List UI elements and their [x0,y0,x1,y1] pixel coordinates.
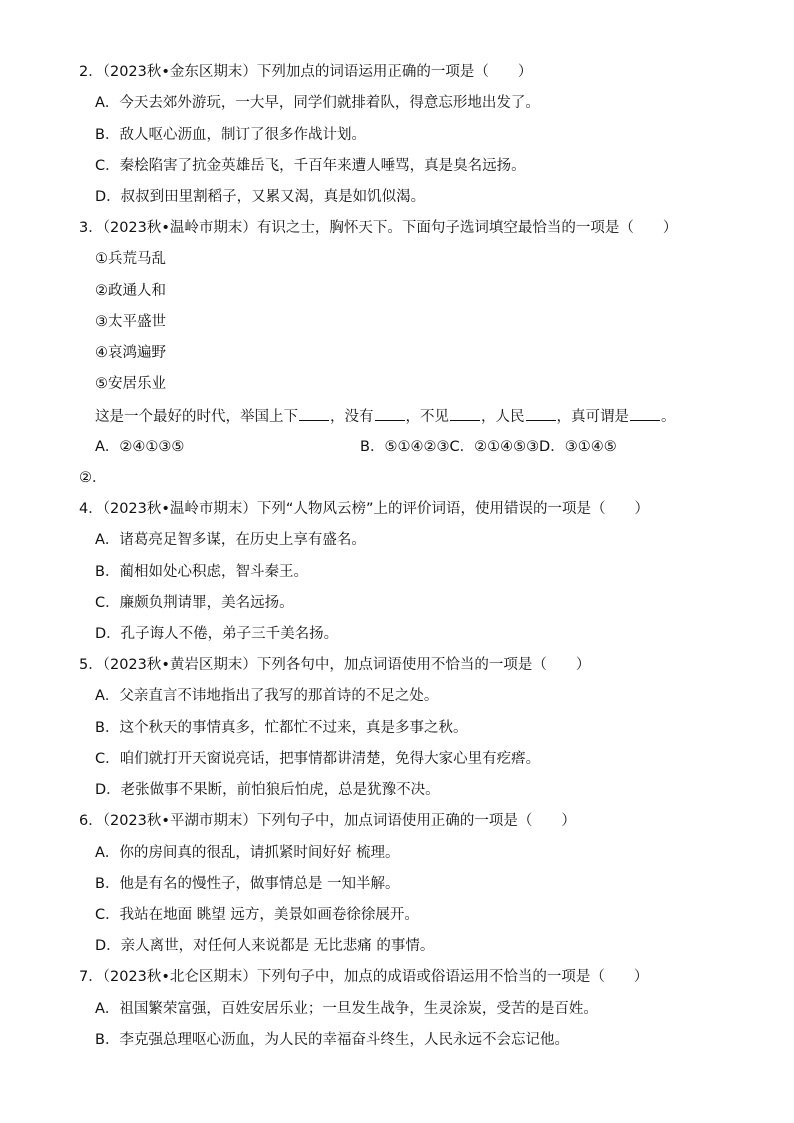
question-5-option-d: D．老张做事不果断，前怕狼后怕虎，总是犹豫不决。 [95,782,440,798]
sentence-part: ，人民 [481,409,525,425]
question-2-option-c: C．秦桧陷害了抗金英雄岳飞，千百年来遭人唾骂，真是臭名远扬。 [95,158,526,174]
question-6-stem: 6．（2023秋•平湖市期末）下列句子中，加点词语使用正确的一项是（ ） [79,813,576,829]
question-2-option-d: D．叔叔到田里割稻子，又累又渴，真是如饥似渴。 [95,189,426,205]
question-4-option-a: A．诸葛亮足智多谋，在历史上享有盛名。 [95,532,366,548]
question-4-option-d: D．孔子诲人不倦，弟子三千美名扬。 [95,626,339,642]
question-3-item-2: ②政通人和 [95,283,166,299]
question-6-option-d: D．亲人离世，对任何人来说都是 无比悲痛 的事情。 [95,938,435,954]
question-7-option-a: A．祖国繁荣富强，百姓安居乐业；一旦发生战争，生灵涂炭，受苦的是百姓。 [95,1001,598,1017]
question-6-option-b: B．他是有名的慢性子，做事情总是 一知半解。 [95,876,400,892]
question-3-item-3: ③太平盛世 [95,314,166,330]
question-5-stem: 5．（2023秋•黄岩区期末）下列各句中，加点词语使用不恰当的一项是（ ） [79,657,591,673]
question-4-option-c: C．廉颇负荆请罪，美名远扬。 [95,595,294,611]
question-3-item-4: ④哀鸿遍野 [95,345,166,361]
question-3-choice-a: A．②④①③⑤ [95,439,185,455]
question-3-item-1: ①兵荒马乱 [95,251,166,267]
fill-blank [630,406,660,421]
sentence-part: 这是一个最好的时代，举国上下 [95,409,298,425]
question-2-option-a: A．今天去郊外游玩，一大早，同学们就排着队，得意忘形地出发了。 [95,95,540,111]
fill-blank [526,406,556,421]
question-3-sentence [95,406,676,426]
question-5-option-c: C．咱们就打开天窗说亮话，把事情都讲清楚，免得大家心里有疙瘩。 [95,751,541,767]
question-3-choice-tail: ②． [79,470,107,486]
question-4-option-b: B．蔺相如处心积虑，智斗秦王。 [95,564,308,580]
question-6-option-c: C．我站在地面 眺望 远方，美景如画卷徐徐展开。 [95,907,419,923]
question-3-stem: 3．（2023秋•温岭市期末）有识之士，胸怀天下。下面句子选词填空最恰当的一项是（ ） [79,220,678,236]
fill-blank [450,406,480,421]
question-4-stem: 4．（2023秋•温岭市期末）下列“人物风云榜”上的评价词语，使用错误的一项是（ ） [79,501,649,517]
sentence-part: ，真可谓是 [556,409,629,425]
question-3-choice-bcd: B．⑤①④②③C．②①④⑤③D．③①④⑤ [360,439,617,455]
sentence-part: ，没有 [330,409,374,425]
question-5-option-a: A．父亲直言不讳地指出了我写的那首诗的不足之处。 [95,688,439,704]
question-7-stem: 7．（2023秋•北仑区期末）下列句子中，加点的成语或俗语运用不恰当的一项是（ ） [79,969,649,985]
fill-blank [299,406,329,421]
question-3-item-5: ⑤安居乐业 [95,376,166,392]
fill-blank [375,406,405,421]
question-5-option-b: B．这个秋天的事情真多，忙都忙不过来，真是多事之秋。 [95,720,468,736]
question-2-option-b: B．敌人呕心沥血，制订了很多作战计划。 [95,127,366,143]
question-6-option-a: A．你的房间真的很乱，请抓紧时间好好 梳理。 [95,845,400,861]
sentence-part: ，不见 [405,409,449,425]
question-3-choices [95,437,775,457]
question-2-stem: 2．（2023秋•金东区期末）下列加点的词语运用正确的一项是（ ） [79,64,533,80]
question-7-option-b: B．李克强总理呕心沥血，为人民的幸福奋斗终生，人民永远不会忘记他。 [95,1032,569,1048]
sentence-part: 。 [661,409,676,425]
